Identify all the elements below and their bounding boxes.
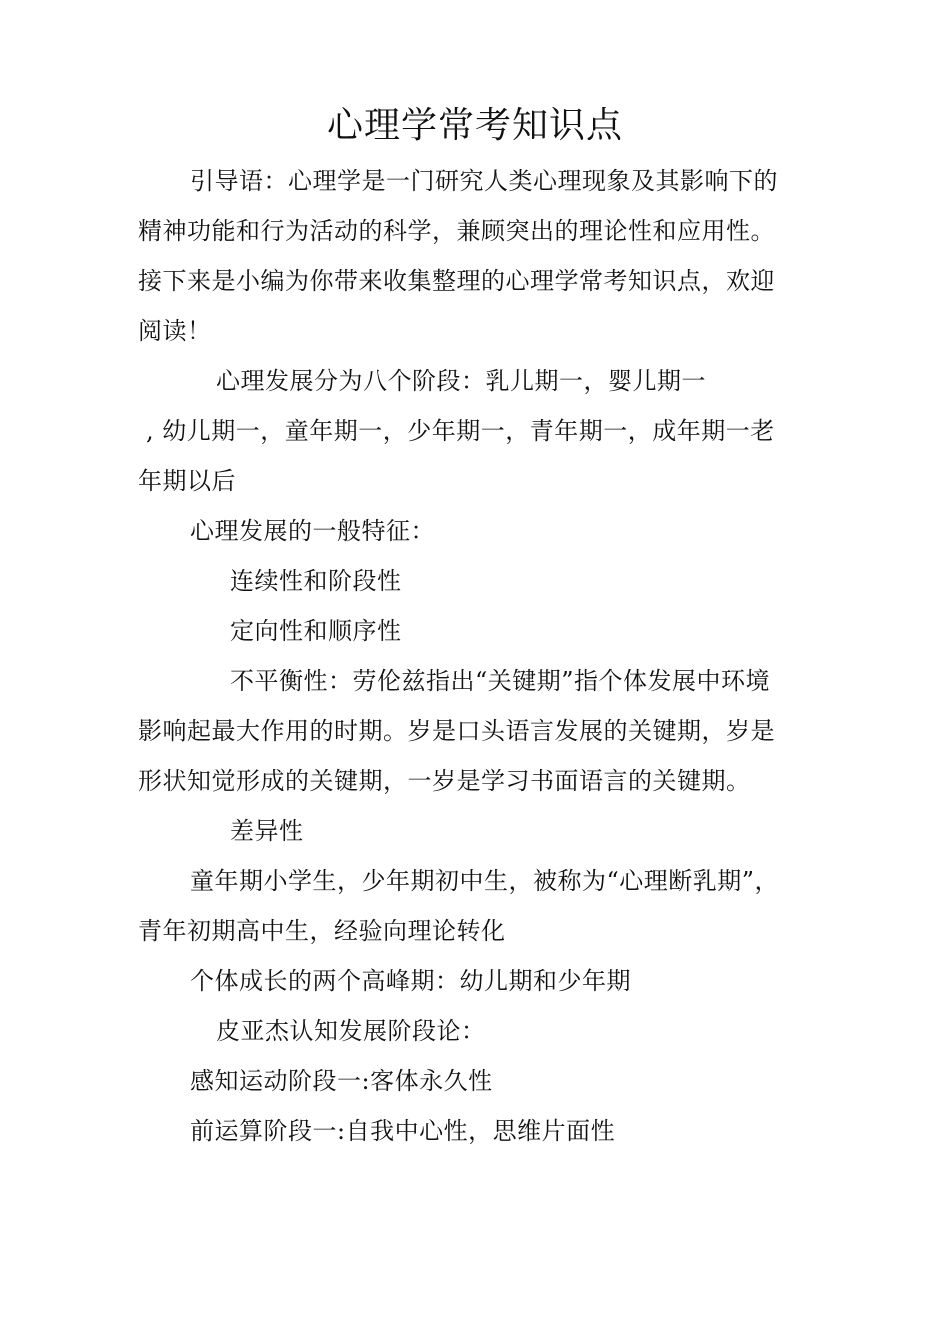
paragraph-line: 不平衡性：劳伦兹指出“关键期”指个体发展中环境 [230,667,771,695]
paragraph-line: 心理发展分为八个阶段：乳儿期一，婴儿期一 [216,367,706,395]
paragraph-line: 精神功能和行为活动的科学，兼顾突出的理论性和应用性。 [138,217,775,245]
document-title: 心理学常考知识点 [326,105,623,146]
paragraph-line: 个体成长的两个高峰期：幼儿期和少年期 [190,967,631,995]
paragraph-line: 引导语：心理学是一门研究人类心理现象及其影响下的 [190,167,778,195]
paragraph-line: 皮亚杰认知发展阶段论： [216,1017,486,1045]
paragraph-line: 青年初期高中生，经验向理论转化 [138,917,506,945]
paragraph-line: 定向性和顺序性 [230,617,402,645]
paragraph-line: 年期以后 [138,467,236,495]
paragraph-line: 童年期小学生，少年期初中生，被称为“心理断乳期”， [190,867,780,895]
paragraph-line: 感知运动阶段一:客体永久性 [190,1067,493,1095]
paragraph-line: 前运算阶段一:自我中心性，思维片面性 [190,1117,616,1145]
paragraph-line: 影响起最大作用的时期。岁是口头语言发展的关键期，岁是 [138,717,775,745]
paragraph-line: 差异性 [230,817,304,845]
paragraph-line: 接下来是小编为你带来收集整理的心理学常考知识点，欢迎 [138,267,775,295]
paragraph-line: , 幼儿期一，童年期一，少年期一，青年期一，成年期一老 [146,417,775,445]
paragraph-line: 连续性和阶段性 [230,567,402,595]
paragraph-line: 心理发展的一般特征： [190,517,435,545]
paragraph-line: 形状知觉形成的关键期，一岁是学习书面语言的关键期。 [138,767,751,795]
paragraph-line: 阅读！ [138,317,212,345]
